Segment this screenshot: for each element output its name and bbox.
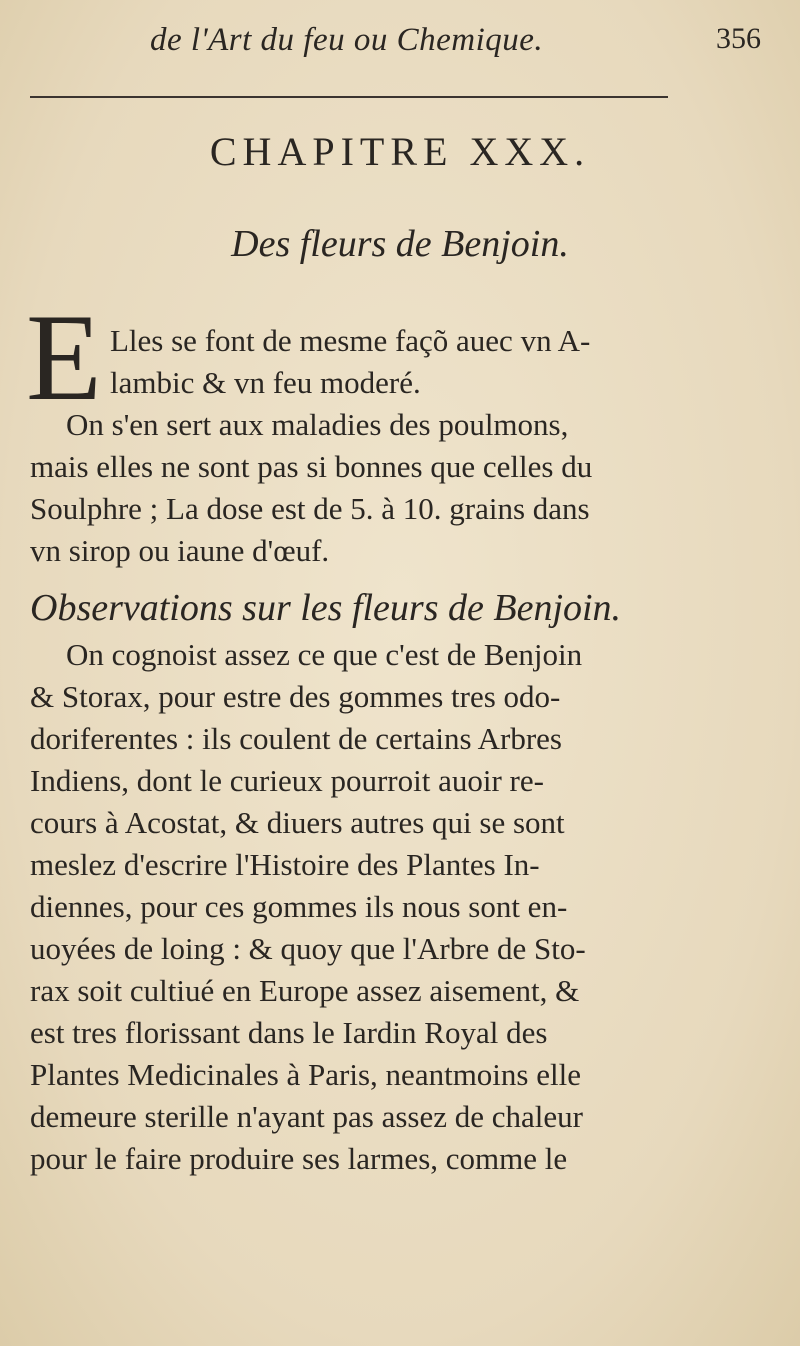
drop-cap: E [26,289,102,426]
text-line: lambic & vn feu moderé. [110,365,421,400]
text-line: vn sirop ou iaune d'œuf. [30,533,330,568]
text-line: On cognoist assez ce que c'est de Benjoin [66,637,583,672]
text-line: est tres florissant dans le Iardin Royal des [30,1015,548,1050]
text-line: Soulphre ; La dose est de 5. à 10. grains dans [30,491,590,526]
text-line: Lles se font de mesme façõ auec vn A- [110,323,591,358]
text-line: & Storax, pour estre des gommes tres odo- [30,679,561,714]
text-line: pour le faire produire ses larmes, comme le [30,1141,568,1176]
header-rule [30,96,668,98]
text-line: Plantes Medicinales à Paris, neantmoins elle [30,1057,581,1092]
paragraph-observations [30,634,742,1180]
paragraph-fleurs [30,320,742,572]
chapter-heading: CHAPITRE XXX. [209,129,591,174]
text-line: demeure sterille n'ayant pas assez de chaleur [30,1099,583,1134]
text-line: cours à Acostat, & diuers autres qui se sont [30,805,565,840]
text-line: meslez d'escrire l'Histoire des Plantes In- [30,847,540,882]
section-title: Des fleurs de Benjoin. [231,223,569,265]
text-line: doriferentes : ils coulent de certains Arbres [30,721,562,756]
text-line: uoyées de loing : & quoy que l'Arbre de Sto- [30,931,586,966]
text-line: rax soit cultiué en Europe assez aisement, & [30,973,580,1008]
text-line: On s'en sert aux maladies des poulmons, [66,407,569,442]
page-number: 356 [716,22,761,55]
text-line: Indiens, dont le curieux pourroit auoir re- [30,763,544,798]
page-header [0,22,800,62]
observations-title: Observations sur les fleurs de Benjoin. [30,587,622,629]
text-line: diennes, pour ces gommes ils nous sont en- [30,889,568,924]
running-title: de l'Art du feu ou Chemique. [150,22,544,58]
text-line: mais elles ne sont pas si bonnes que celles du [30,449,593,484]
